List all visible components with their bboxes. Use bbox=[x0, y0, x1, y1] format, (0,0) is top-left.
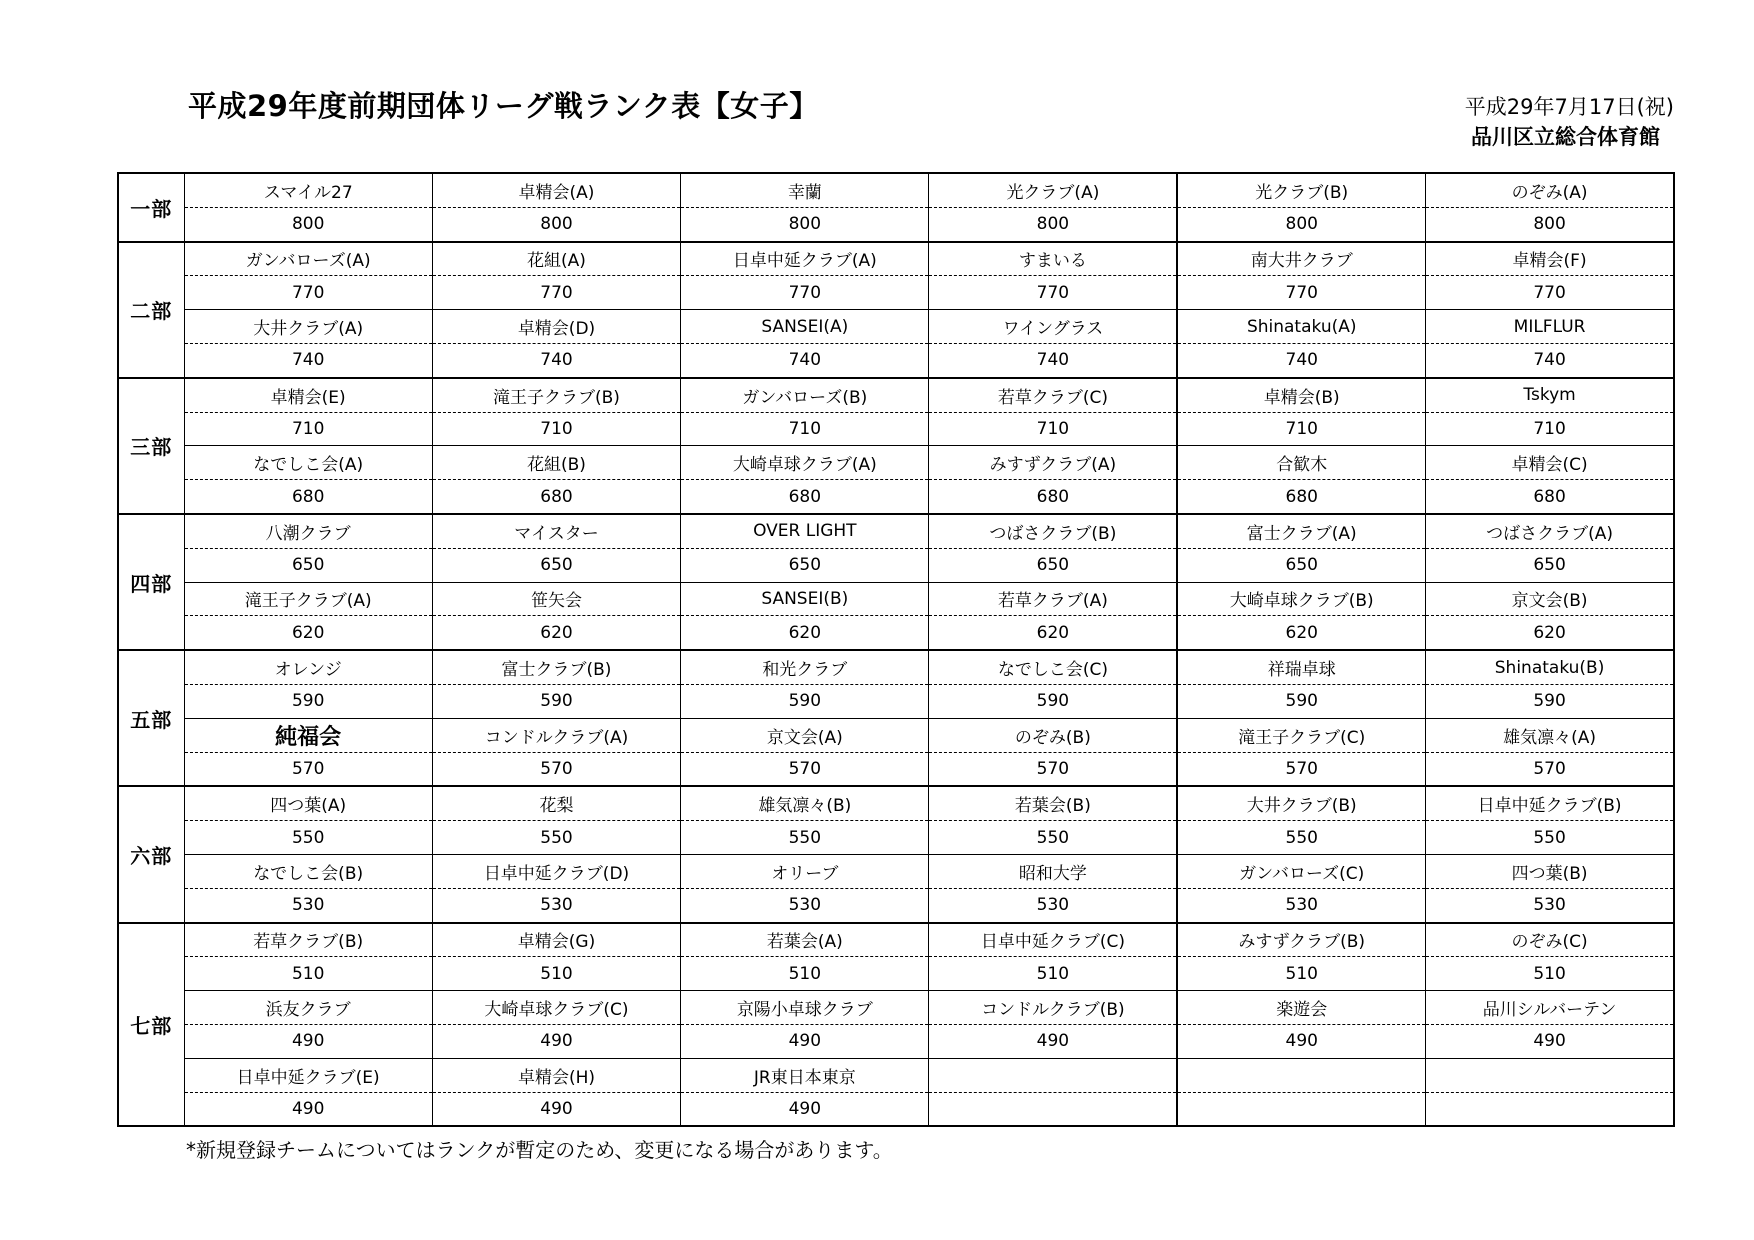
rank-points-cell: 680 bbox=[929, 480, 1177, 514]
team-name-cell: みすずクラブ(A) bbox=[929, 446, 1177, 480]
rank-points-cell: 530 bbox=[1426, 888, 1674, 922]
team-row bbox=[118, 650, 1674, 684]
team-name-cell: 四つ葉(B) bbox=[1426, 854, 1674, 888]
team-name-cell: 昭和大学 bbox=[929, 854, 1177, 888]
team-name-cell: マイスター bbox=[432, 514, 680, 548]
rank-points-cell: 590 bbox=[681, 684, 929, 718]
rank-points-cell: 530 bbox=[432, 888, 680, 922]
team-name-cell: 若草クラブ(A) bbox=[929, 582, 1177, 616]
team-name-cell: 京文会(B) bbox=[1426, 582, 1674, 616]
rank-points-cell: 550 bbox=[929, 821, 1177, 855]
rank-points-cell: 570 bbox=[1426, 752, 1674, 786]
score-row bbox=[118, 684, 1674, 718]
team-row bbox=[118, 378, 1674, 412]
team-name-cell: 笹矢会 bbox=[432, 582, 680, 616]
team-row bbox=[118, 242, 1674, 276]
team-name-cell: 純福会 bbox=[184, 718, 432, 752]
rank-points-cell: 490 bbox=[184, 1024, 432, 1058]
team-name-cell: 雄気凛々(A) bbox=[1426, 718, 1674, 752]
rank-points-cell: 570 bbox=[184, 752, 432, 786]
team-name-cell: のぞみ(B) bbox=[929, 718, 1177, 752]
team-name-cell: 富士クラブ(B) bbox=[432, 650, 680, 684]
team-name-cell bbox=[929, 1058, 1177, 1092]
header-info bbox=[1465, 92, 1674, 152]
team-name-cell: 若草クラブ(B) bbox=[184, 923, 432, 957]
team-name-cell: 卓精会(B) bbox=[1177, 378, 1425, 412]
rank-table bbox=[117, 172, 1675, 1127]
team-name-cell: 南大井クラブ bbox=[1177, 242, 1425, 276]
rank-points-cell: 590 bbox=[1177, 684, 1425, 718]
team-name-cell: 品川シルバーテン bbox=[1426, 991, 1674, 1025]
division-label: 七部 bbox=[118, 923, 184, 1127]
team-row bbox=[118, 1058, 1674, 1092]
rank-points-cell: 570 bbox=[681, 752, 929, 786]
team-name-cell: 日卓中延クラブ(E) bbox=[184, 1058, 432, 1092]
page-title: 平成29年度前期団体リーグ戦ランク表【女子】 bbox=[188, 89, 819, 123]
team-name-cell bbox=[1426, 1058, 1674, 1092]
team-name-cell: 花組(B) bbox=[432, 446, 680, 480]
team-row bbox=[118, 786, 1674, 820]
rank-points-cell: 510 bbox=[1426, 957, 1674, 991]
rank-points-cell: 590 bbox=[1426, 684, 1674, 718]
rank-points-cell: 650 bbox=[1177, 548, 1425, 582]
team-name-cell: 四つ葉(A) bbox=[184, 786, 432, 820]
rank-points-cell: 620 bbox=[1177, 616, 1425, 650]
rank-points-cell: 510 bbox=[681, 957, 929, 991]
team-row bbox=[118, 854, 1674, 888]
score-row bbox=[118, 888, 1674, 922]
score-row bbox=[118, 412, 1674, 446]
score-row bbox=[118, 480, 1674, 514]
team-name-cell: 卓精会(F) bbox=[1426, 242, 1674, 276]
rank-points-cell: 650 bbox=[929, 548, 1177, 582]
score-row bbox=[118, 752, 1674, 786]
rank-points-cell: 490 bbox=[681, 1024, 929, 1058]
team-name-cell: ガンバローズ(B) bbox=[681, 378, 929, 412]
team-name-cell: 京陽小卓球クラブ bbox=[681, 991, 929, 1025]
team-name-cell: つばさクラブ(B) bbox=[929, 514, 1177, 548]
rank-points-cell bbox=[1426, 1092, 1674, 1126]
rank-table-body bbox=[118, 173, 1674, 1126]
team-name-cell: つばさクラブ(A) bbox=[1426, 514, 1674, 548]
score-row bbox=[118, 1024, 1674, 1058]
rank-points-cell: 490 bbox=[1177, 1024, 1425, 1058]
rank-points-cell: 490 bbox=[929, 1024, 1177, 1058]
team-name-cell: 卓精会(H) bbox=[432, 1058, 680, 1092]
team-name-cell: Tskym bbox=[1426, 378, 1674, 412]
team-row bbox=[118, 718, 1674, 752]
team-name-cell: ガンバローズ(A) bbox=[184, 242, 432, 276]
rank-points-cell: 530 bbox=[1177, 888, 1425, 922]
rank-points-cell: 680 bbox=[1426, 480, 1674, 514]
rank-points-cell: 530 bbox=[681, 888, 929, 922]
team-name-cell: 滝王子クラブ(A) bbox=[184, 582, 432, 616]
rank-points-cell: 530 bbox=[929, 888, 1177, 922]
score-row bbox=[118, 343, 1674, 377]
team-name-cell: ワイングラス bbox=[929, 310, 1177, 344]
team-name-cell: 和光クラブ bbox=[681, 650, 929, 684]
division-label: 二部 bbox=[118, 242, 184, 378]
team-row bbox=[118, 446, 1674, 480]
division-label: 六部 bbox=[118, 786, 184, 922]
team-name-cell: みすずクラブ(B) bbox=[1177, 923, 1425, 957]
rank-points-cell: 770 bbox=[929, 276, 1177, 310]
rank-points-cell: 550 bbox=[1426, 821, 1674, 855]
rank-points-cell: 510 bbox=[432, 957, 680, 991]
rank-points-cell: 550 bbox=[432, 821, 680, 855]
rank-points-cell: 680 bbox=[681, 480, 929, 514]
team-name-cell: Shinataku(A) bbox=[1177, 310, 1425, 344]
team-name-cell: なでしこ会(A) bbox=[184, 446, 432, 480]
team-name-cell: コンドルクラブ(B) bbox=[929, 991, 1177, 1025]
team-row bbox=[118, 173, 1674, 207]
team-row bbox=[118, 514, 1674, 548]
score-row bbox=[118, 548, 1674, 582]
rank-points-cell: 710 bbox=[184, 412, 432, 446]
rank-points-cell bbox=[1177, 1092, 1425, 1126]
team-name-cell: 大井クラブ(A) bbox=[184, 310, 432, 344]
footnote: *新規登録チームについてはランクが暫定のため、変更になる場合があります。 bbox=[186, 1138, 893, 1162]
rank-points-cell: 650 bbox=[432, 548, 680, 582]
rank-points-cell: 680 bbox=[1177, 480, 1425, 514]
division-label: 五部 bbox=[118, 650, 184, 786]
score-row bbox=[118, 207, 1674, 241]
rank-points-cell: 490 bbox=[184, 1092, 432, 1126]
rank-points-cell: 510 bbox=[1177, 957, 1425, 991]
rank-points-cell: 570 bbox=[1177, 752, 1425, 786]
team-name-cell: 日卓中延クラブ(D) bbox=[432, 854, 680, 888]
team-name-cell: JR東日本東京 bbox=[681, 1058, 929, 1092]
team-name-cell: スマイル27 bbox=[184, 173, 432, 207]
rank-points-cell: 800 bbox=[681, 207, 929, 241]
rank-points-cell: 710 bbox=[432, 412, 680, 446]
rank-points-cell: 570 bbox=[432, 752, 680, 786]
team-name-cell: 幸蘭 bbox=[681, 173, 929, 207]
rank-points-cell: 550 bbox=[681, 821, 929, 855]
team-name-cell: 花組(A) bbox=[432, 242, 680, 276]
team-name-cell: コンドルクラブ(A) bbox=[432, 718, 680, 752]
rank-points-cell: 490 bbox=[432, 1092, 680, 1126]
team-name-cell: 卓精会(A) bbox=[432, 173, 680, 207]
event-venue: 品川区立総合体育館 bbox=[1471, 125, 1660, 149]
team-name-cell: オリーブ bbox=[681, 854, 929, 888]
division-label: 四部 bbox=[118, 514, 184, 650]
rank-points-cell: 620 bbox=[1426, 616, 1674, 650]
team-name-cell: ガンバローズ(C) bbox=[1177, 854, 1425, 888]
team-name-cell: 合歓木 bbox=[1177, 446, 1425, 480]
team-name-cell: 八潮クラブ bbox=[184, 514, 432, 548]
team-name-cell: 卓精会(E) bbox=[184, 378, 432, 412]
team-name-cell: 卓精会(D) bbox=[432, 310, 680, 344]
team-name-cell: なでしこ会(C) bbox=[929, 650, 1177, 684]
rank-points-cell: 590 bbox=[184, 684, 432, 718]
team-name-cell: 卓精会(G) bbox=[432, 923, 680, 957]
rank-points-cell: 710 bbox=[929, 412, 1177, 446]
rank-points-cell: 590 bbox=[929, 684, 1177, 718]
team-name-cell: 日卓中延クラブ(A) bbox=[681, 242, 929, 276]
team-name-cell: 祥瑞卓球 bbox=[1177, 650, 1425, 684]
rank-points-cell: 770 bbox=[1426, 276, 1674, 310]
division-label: 一部 bbox=[118, 173, 184, 242]
team-name-cell: MILFLUR bbox=[1426, 310, 1674, 344]
rank-points-cell: 620 bbox=[184, 616, 432, 650]
rank-points-cell: 680 bbox=[184, 480, 432, 514]
rank-points-cell: 710 bbox=[1177, 412, 1425, 446]
rank-points-cell: 800 bbox=[1177, 207, 1425, 241]
rank-points-cell: 770 bbox=[1177, 276, 1425, 310]
rank-points-cell: 620 bbox=[681, 616, 929, 650]
team-name-cell: 大崎卓球クラブ(A) bbox=[681, 446, 929, 480]
division-label: 三部 bbox=[118, 378, 184, 514]
score-row bbox=[118, 276, 1674, 310]
team-row bbox=[118, 582, 1674, 616]
rank-points-cell: 620 bbox=[432, 616, 680, 650]
team-name-cell: SANSEI(A) bbox=[681, 310, 929, 344]
team-row bbox=[118, 310, 1674, 344]
team-name-cell: 花梨 bbox=[432, 786, 680, 820]
team-name-cell: 若草クラブ(C) bbox=[929, 378, 1177, 412]
score-row bbox=[118, 821, 1674, 855]
score-row bbox=[118, 1092, 1674, 1126]
rank-points-cell: 740 bbox=[1426, 343, 1674, 377]
team-name-cell: 滝王子クラブ(B) bbox=[432, 378, 680, 412]
team-name-cell bbox=[1177, 1058, 1425, 1092]
rank-points-cell: 800 bbox=[184, 207, 432, 241]
rank-points-cell: 590 bbox=[432, 684, 680, 718]
rank-points-cell bbox=[929, 1092, 1177, 1126]
team-name-cell: 雄気凛々(B) bbox=[681, 786, 929, 820]
team-name-cell: 大崎卓球クラブ(B) bbox=[1177, 582, 1425, 616]
team-name-cell: 日卓中延クラブ(C) bbox=[929, 923, 1177, 957]
rank-points-cell: 770 bbox=[681, 276, 929, 310]
rank-points-cell: 490 bbox=[1426, 1024, 1674, 1058]
rank-points-cell: 740 bbox=[184, 343, 432, 377]
team-name-cell: OVER LIGHT bbox=[681, 514, 929, 548]
team-name-cell: 浜友クラブ bbox=[184, 991, 432, 1025]
rank-points-cell: 550 bbox=[1177, 821, 1425, 855]
team-name-cell: 日卓中延クラブ(B) bbox=[1426, 786, 1674, 820]
team-name-cell: SANSEI(B) bbox=[681, 582, 929, 616]
team-name-cell: Shinataku(B) bbox=[1426, 650, 1674, 684]
event-date: 平成29年7月17日(祝) bbox=[1464, 95, 1674, 119]
rank-points-cell: 770 bbox=[184, 276, 432, 310]
rank-points-cell: 620 bbox=[929, 616, 1177, 650]
score-row bbox=[118, 957, 1674, 991]
rank-points-cell: 530 bbox=[184, 888, 432, 922]
team-name-cell: 大井クラブ(B) bbox=[1177, 786, 1425, 820]
rank-points-cell: 710 bbox=[1426, 412, 1674, 446]
team-name-cell: 光クラブ(A) bbox=[929, 173, 1177, 207]
team-name-cell: 滝王子クラブ(C) bbox=[1177, 718, 1425, 752]
rank-points-cell: 550 bbox=[184, 821, 432, 855]
rank-points-cell: 650 bbox=[184, 548, 432, 582]
team-name-cell: すまいる bbox=[929, 242, 1177, 276]
rank-points-cell: 570 bbox=[929, 752, 1177, 786]
team-name-cell: 若葉会(A) bbox=[681, 923, 929, 957]
rank-points-cell: 650 bbox=[681, 548, 929, 582]
rank-points-cell: 490 bbox=[432, 1024, 680, 1058]
rank-points-cell: 510 bbox=[184, 957, 432, 991]
rank-points-cell: 710 bbox=[681, 412, 929, 446]
rank-points-cell: 800 bbox=[929, 207, 1177, 241]
rank-points-cell: 740 bbox=[1177, 343, 1425, 377]
team-name-cell: 大崎卓球クラブ(C) bbox=[432, 991, 680, 1025]
rank-points-cell: 490 bbox=[681, 1092, 929, 1126]
team-row bbox=[118, 923, 1674, 957]
rank-points-cell: 740 bbox=[929, 343, 1177, 377]
team-row bbox=[118, 991, 1674, 1025]
team-name-cell: 京文会(A) bbox=[681, 718, 929, 752]
rank-points-cell: 800 bbox=[432, 207, 680, 241]
rank-points-cell: 800 bbox=[1426, 207, 1674, 241]
score-row bbox=[118, 616, 1674, 650]
team-name-cell: のぞみ(C) bbox=[1426, 923, 1674, 957]
rank-points-cell: 650 bbox=[1426, 548, 1674, 582]
team-name-cell: オレンジ bbox=[184, 650, 432, 684]
team-name-cell: 楽遊会 bbox=[1177, 991, 1425, 1025]
team-name-cell: なでしこ会(B) bbox=[184, 854, 432, 888]
team-name-cell: 卓精会(C) bbox=[1426, 446, 1674, 480]
rank-points-cell: 740 bbox=[681, 343, 929, 377]
team-name-cell: 若葉会(B) bbox=[929, 786, 1177, 820]
rank-points-cell: 680 bbox=[432, 480, 680, 514]
rank-points-cell: 510 bbox=[929, 957, 1177, 991]
team-name-cell: 光クラブ(B) bbox=[1177, 173, 1425, 207]
team-name-cell: のぞみ(A) bbox=[1426, 173, 1674, 207]
rank-points-cell: 740 bbox=[432, 343, 680, 377]
team-name-cell: 富士クラブ(A) bbox=[1177, 514, 1425, 548]
rank-points-cell: 770 bbox=[432, 276, 680, 310]
